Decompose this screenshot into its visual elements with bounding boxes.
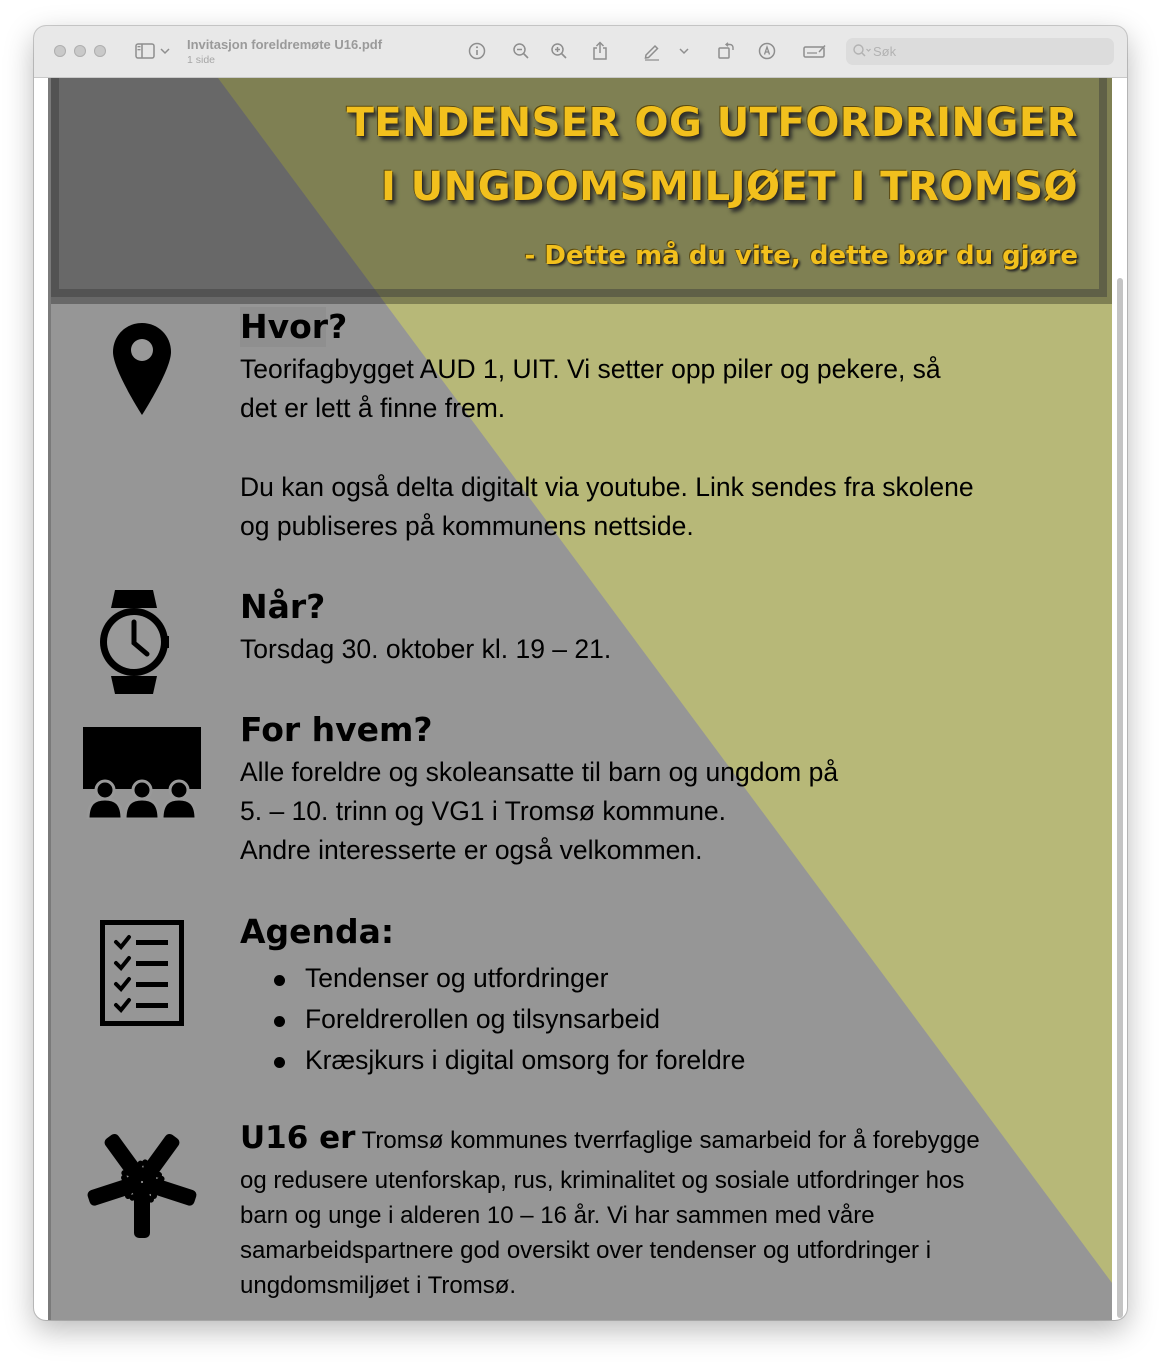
u16-line-1-row — [240, 1121, 1070, 1158]
annotate-icon[interactable] — [756, 40, 778, 62]
share-icon[interactable] — [589, 40, 611, 62]
watch-icon — [99, 590, 169, 699]
form-fill-icon[interactable] — [802, 40, 828, 62]
chevron-down-icon[interactable] — [677, 40, 691, 62]
zoom-in-icon[interactable] — [548, 40, 570, 62]
document-view[interactable] — [34, 78, 1127, 1320]
poster-title-line-1: TENDENSER OG UTFORDRINGER — [346, 100, 1078, 146]
where-line-1: Teorifagbygget AUD 1, UIT. Vi setter opp piler og pekere, så — [240, 354, 941, 384]
audience-presentation-icon — [83, 727, 201, 824]
location-pin-icon — [113, 323, 171, 420]
preview-window — [34, 26, 1127, 1320]
agenda-item: Tendenser og utfordringer — [274, 958, 745, 999]
poster-title-line-2: I UNGDOMSMILJØET I TROMSØ — [380, 164, 1078, 210]
agenda-item: Foreldrerollen og tilsynsarbeid — [274, 999, 745, 1040]
document-page-count: 1 side — [187, 54, 216, 66]
search-field[interactable] — [846, 38, 1114, 65]
u16-line-5: ungdomsmiljøet i Tromsø. — [240, 1272, 517, 1299]
where-heading: Hvor? — [240, 307, 348, 346]
where-line-4: og publiseres på kommunens nettside. — [240, 511, 694, 541]
u16-line-2: og redusere utenforskap, rus, kriminalitet og sosiale utfordringer hos — [240, 1167, 965, 1194]
close-window-button[interactable] — [54, 45, 66, 57]
for-whom-line-3: Andre interesserte er også velkommen. — [240, 835, 703, 865]
poster-subtitle: - Dette må du vite, dette bør du gjøre — [524, 241, 1078, 271]
where-line-2: det er lett å finne frem. — [240, 393, 506, 423]
for-whom-line-2: 5. – 10. trinn og VG1 i Tromsø kommune. — [240, 796, 727, 826]
document-title: Invitasjon foreldremøte U16.pdf — [187, 37, 383, 52]
markup-pen-icon[interactable] — [641, 40, 663, 62]
pdf-page — [48, 78, 1112, 1320]
vertical-scrollbar[interactable] — [1117, 278, 1123, 1318]
u16-line-4: samarbeidspartnere god oversikt over tendenser og utfordringer i — [240, 1237, 932, 1264]
chevron-down-icon[interactable] — [158, 40, 172, 62]
u16-lead: U16 er — [240, 1120, 356, 1156]
for-whom-heading: For hvem? — [240, 710, 433, 749]
minimize-window-button[interactable] — [74, 45, 86, 57]
agenda-item: Kræsjkurs i digital omsorg for foreldre — [274, 1040, 745, 1081]
agenda-list — [274, 958, 745, 1081]
u16-line-1: Tromsø kommunes tverrfaglige samarbeid for å forebygge — [355, 1127, 980, 1154]
where-line-3: Du kan også delta digitalt via youtube. Link sendes fra skolene — [240, 472, 974, 502]
info-icon[interactable] — [466, 40, 488, 62]
teamwork-hands-icon — [81, 1122, 203, 1243]
checklist-icon — [100, 920, 184, 1031]
search-placeholder: Søk — [873, 44, 897, 59]
when-heading: Når? — [240, 587, 326, 626]
zoom-out-icon[interactable] — [510, 40, 532, 62]
for-whom-line-1: Alle foreldre og skoleansatte til barn og ungdom på — [240, 757, 839, 787]
sidebar-toggle-icon[interactable] — [133, 40, 157, 62]
rotate-icon[interactable] — [715, 40, 737, 62]
search-icon — [852, 43, 872, 64]
u16-line-3: barn og unge i alderen 10 – 16 år. Vi har sammen med våre — [240, 1202, 875, 1229]
zoom-window-button[interactable] — [94, 45, 106, 57]
title-bar — [34, 26, 1127, 78]
agenda-heading: Agenda: — [240, 912, 395, 951]
when-line-1: Torsdag 30. oktober kl. 19 – 21. — [240, 634, 612, 664]
